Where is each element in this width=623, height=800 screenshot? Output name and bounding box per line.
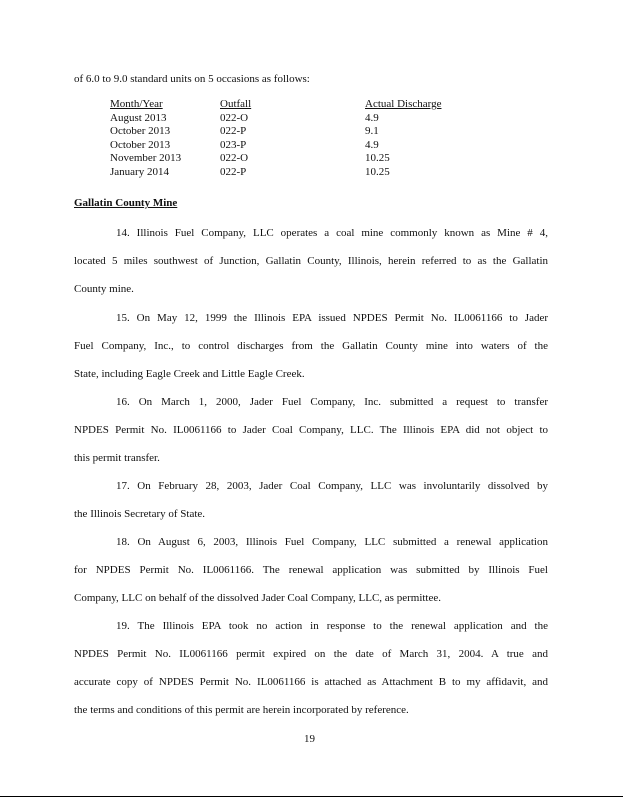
cell-outfall: 022-O bbox=[220, 152, 249, 164]
paragraph-line: State, including Eagle Creek and Little Eagle Creek. bbox=[74, 368, 305, 380]
paragraph-line: 18. On August 6, 2003, Illinois Fuel Company, LLC submitted a renewal application bbox=[116, 536, 548, 548]
paragraph-line: 17. On February 28, 2003, Jader Coal Company, LLC was involuntarily dissolved by bbox=[116, 480, 548, 492]
paragraph-line: located 5 miles southwest of Junction, Gallatin County, Illinois, herein referred to as the Gallatin bbox=[74, 255, 548, 267]
intro-text: of 6.0 to 9.0 standard units on 5 occasions as follows: bbox=[74, 73, 310, 85]
paragraph-line: 15. On May 12, 1999 the Illinois EPA issued NPDES Permit No. IL0061166 to Jader bbox=[116, 312, 548, 324]
section-heading: Gallatin County Mine bbox=[74, 197, 178, 209]
paragraph-line: Company, LLC on behalf of the dissolved Jader Coal Company, LLC, as permittee. bbox=[74, 592, 441, 604]
paragraph-line: for NPDES Permit No. IL0061166. The renewal application was submitted by Illinois Fuel bbox=[74, 564, 548, 576]
paragraph-line: the terms and conditions of this permit are herein incorporated by reference. bbox=[74, 704, 409, 716]
cell-outfall: 022-P bbox=[220, 125, 247, 137]
cell-month-year: January 2014 bbox=[110, 165, 169, 178]
paragraph-line: 16. On March 1, 2000, Jader Fuel Company, Inc. submitted a request to transfer bbox=[116, 396, 548, 408]
cell-month-year: October 2013 bbox=[110, 125, 171, 137]
paragraph-line: this permit transfer. bbox=[74, 452, 160, 464]
paragraph-line: 14. Illinois Fuel Company, LLC operates a coal mine commonly known as Mine # 4, bbox=[116, 227, 548, 239]
page-bottom-rule bbox=[0, 796, 623, 797]
paragraph-line: Fuel Company, Inc., to control discharges from the Gallatin County mine into waters of the bbox=[74, 340, 548, 352]
cell-discharge: 4.9 bbox=[365, 138, 379, 151]
cell-discharge: 10.25 bbox=[365, 152, 390, 164]
col-header-outfall: Outfall bbox=[220, 98, 252, 110]
col-header-month-year: Month/Year bbox=[110, 98, 163, 110]
col-header-actual-discharge: Actual Discharge bbox=[365, 98, 442, 110]
cell-month-year: August 2013 bbox=[110, 111, 167, 124]
cell-discharge: 10.25 bbox=[365, 165, 390, 178]
cell-discharge: 4.9 bbox=[365, 111, 379, 124]
cell-month-year: November 2013 bbox=[110, 152, 182, 164]
paragraph-line: the Illinois Secretary of State. bbox=[74, 508, 206, 520]
paragraph-line: 19. The Illinois EPA took no action in response to the renewal application and the bbox=[116, 620, 548, 632]
paragraph-line: accurate copy of NPDES Permit No. IL0061166 is attached as Attachment B to my affidavit, and bbox=[74, 676, 548, 688]
page-number: 19 bbox=[304, 733, 315, 745]
cell-outfall: 022-P bbox=[220, 165, 247, 178]
cell-outfall: 022-O bbox=[220, 111, 249, 124]
paragraph-line: NPDES Permit No. IL0061166 to Jader Coal Company, LLC. The Illinois EPA did not object to bbox=[74, 424, 548, 436]
cell-discharge: 9.1 bbox=[365, 125, 379, 137]
paragraph-line: County mine. bbox=[74, 283, 134, 295]
cell-month-year: October 2013 bbox=[110, 138, 171, 151]
paragraph-line: NPDES Permit No. IL0061166 permit expired on the date of March 31, 2004. A true and bbox=[74, 648, 548, 660]
cell-outfall: 023-P bbox=[220, 138, 247, 151]
